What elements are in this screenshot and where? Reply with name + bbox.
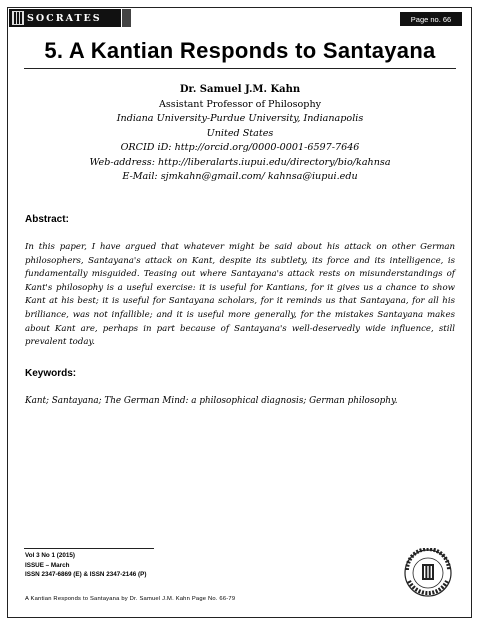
abstract-heading: Abstract: (25, 214, 69, 225)
footer-issue: ISSUE – March (25, 561, 70, 569)
author-position: Assistant Professor of Philosophy (158, 98, 322, 110)
footer-rule (24, 548, 154, 549)
title-rule (24, 68, 456, 69)
column-icon (12, 11, 24, 25)
footer-citation: A Kantian Responds to Santayana by Dr. Samuel J.M. Kahn Page No. 66-79 (25, 596, 236, 602)
keywords-heading: Keywords: (25, 368, 77, 379)
keywords-text: Kant; Santayana; The German Mind: a philosophical diagnosis; German philosophy. (25, 396, 398, 406)
author-country: United States (206, 127, 274, 139)
author-name: Dr. Samuel J.M. Kahn (179, 84, 301, 95)
journal-seal-icon (403, 548, 453, 598)
author-affiliation: Indiana University-Purdue University, Indianapolis (116, 113, 364, 124)
abstract-text: In this paper, I have argued that whatever might be said about his attack on other German philosophers, Santayana's attack on Kant, despite its subtlety, its force and its intelligence, is fundamentally misguided. Teasing out where Santayana's attack rests on misunderstandings of Kant's philosophy is a useful exercise: it is useful for Kantians, for it gives us a chance to show Kant at his best; it is useful for Santayana scholars, for it reminds us that Santayana, for all his brilliance, was not infallible; and it is useful more generally, for the mistakes Santayana makes about Kant are, perhaps in part because of Santayana's well-deservedly wide influence, still prevalent today. (25, 242, 455, 348)
footer-volume: Vol 3 No 1 (2015) (25, 552, 75, 559)
author-web: Web-address: http://liberalarts.iupui.edu/directory/bio/kahnsa (89, 156, 391, 168)
author-block (0, 83, 480, 185)
footer-issn: ISSN 2347-6869 (E) & ISSN 2347-2146 (P) (25, 571, 147, 578)
journal-logo-text: SOCRATES (27, 12, 102, 24)
paper-title: 5. A Kantian Responds to Santayana (44, 38, 436, 63)
author-orcid: ORCID iD: http://orcid.org/0000-0001-6597-7646 (120, 142, 360, 153)
footer-info (25, 551, 146, 580)
page-number-badge: Page no. 66 (400, 12, 462, 26)
logo-decoration (122, 9, 131, 27)
journal-logo (9, 9, 121, 27)
author-email: E-Mail: sjmkahn@gmail.com/ kahnsa@iupui.edu (122, 171, 358, 182)
